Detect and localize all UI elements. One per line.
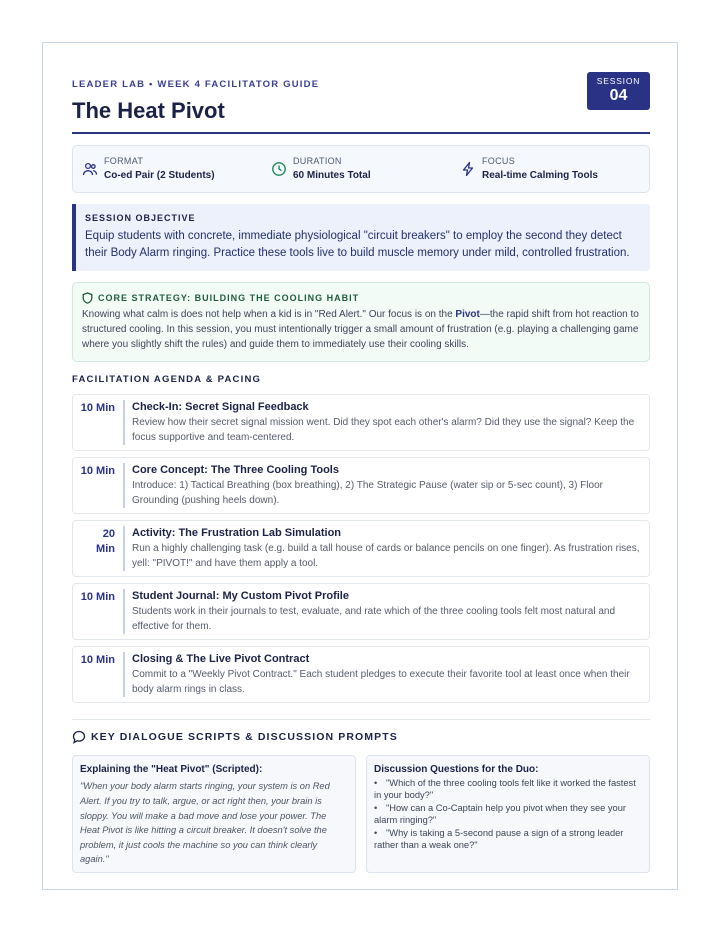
agenda-desc: Run a highly challenging task (e.g. build a tall house of cards or balance pencils on one finger). As frustration rises, yell: "PIVOT!" and have them apply a tool.	[132, 543, 640, 569]
agenda-time: 10 Min	[80, 654, 115, 667]
agenda-body	[123, 526, 641, 571]
script-card	[72, 755, 356, 873]
agenda-row	[72, 457, 650, 514]
list-item: • "Which of the three cooling tools felt like it worked the fastest in your body?"	[374, 778, 636, 800]
agenda-row	[72, 646, 650, 703]
script-heading: Explaining the "Heat Pivot" (Scripted):	[80, 764, 263, 776]
agenda-desc: Commit to a "Weekly Pivot Contract." Each student pledges to execute their favorite tool at least once when their body alarm rings in class.	[132, 669, 630, 695]
agenda-heading: FACILITATION AGENDA & PACING	[72, 374, 262, 386]
agenda-title: Activity: The Frustration Lab Simulation	[132, 527, 342, 540]
objective-text: Equip students with concrete, immediate physiological "circuit breakers" to employ the second they detect their Body Alarm ringing. Practice these tools live to build muscle memory under mild, controlled frustration.	[85, 230, 630, 259]
dialogue-heading: KEY DIALOGUE SCRIPTS & DISCUSSION PROMPTS	[91, 731, 398, 744]
list-item: • "How can a Co-Captain help you pivot when they see your alarm ringing?"	[374, 803, 626, 825]
questions-list	[374, 778, 642, 851]
agenda-body	[123, 463, 641, 508]
strategy-text-before: Knowing what calm is does not help when a kid is in "Red Alert." Our focus is on the	[82, 309, 456, 320]
agenda-time: 10 Min	[80, 465, 115, 478]
page-content	[72, 72, 650, 873]
meta-format-value: Co-ed Pair (2 Students)	[104, 170, 215, 181]
question-text: "Why is taking a 5-second pause a sign of a strong leader rather than a weak one?"	[374, 828, 624, 850]
meta-focus	[460, 156, 598, 181]
meta-format-label: FORMAT	[104, 156, 144, 166]
questions-card	[366, 755, 650, 873]
session-label: SESSION	[596, 76, 641, 86]
core-strategy	[72, 282, 650, 362]
clock-icon	[271, 161, 287, 177]
lightning-icon	[460, 161, 476, 177]
strategy-heading: CORE STRATEGY: BUILDING THE COOLING HABIT	[98, 293, 360, 303]
agenda-body	[123, 400, 641, 445]
question-text: "How can a Co-Captain help you pivot when they see your alarm ringing?"	[374, 803, 626, 825]
agenda-desc: Students work in their journals to test, evaluate, and rate which of the three cooling tools felt most natural and effective for them.	[132, 606, 616, 632]
speech-bubble-icon	[72, 730, 86, 744]
dialogue-heading-row	[72, 730, 650, 744]
agenda-row	[72, 583, 650, 640]
dialogue-columns	[72, 755, 650, 873]
meta-duration-label: DURATION	[293, 156, 342, 166]
meta-format	[82, 156, 215, 181]
meta-duration-value: 60 Minutes Total	[293, 170, 371, 181]
users-icon	[82, 161, 98, 177]
guide-kicker: LEADER LAB • WEEK 4 FACILITATOR GUIDE	[72, 79, 320, 90]
agenda-desc: Review how their secret signal mission went. Did they spot each other's alarm? Did they use the signal? Keep the focus supportive and team-centered.	[132, 417, 635, 443]
agenda-desc: Introduce: 1) Tactical Breathing (box breathing), 2) The Strategic Pause (water sip or 5-sec count), 3) Floor Grounding (pushing heels down).	[132, 480, 603, 506]
agenda-title: Core Concept: The Three Cooling Tools	[132, 464, 339, 477]
agenda-time: 20 Min	[96, 528, 115, 556]
meta-duration	[271, 156, 371, 181]
strategy-highlight: Pivot	[455, 309, 480, 320]
session-objective	[72, 204, 650, 271]
guide-page	[42, 42, 678, 890]
agenda-title: Student Journal: My Custom Pivot Profile	[132, 590, 349, 603]
strategy-text-after: —the rapid shift from hot reaction to structured cooling. In this session, you must intentionally trigger a small amount of frustration (e.g. playing a challenging game where you slightly shift the rules) and guide them to immediately use their cooling skills.	[82, 309, 639, 350]
agenda-title: Closing & The Live Pivot Contract	[132, 653, 310, 666]
objective-heading: SESSION OBJECTIVE	[85, 213, 196, 223]
session-badge	[587, 72, 650, 110]
agenda-row	[72, 394, 650, 451]
meta-focus-label: FOCUS	[482, 156, 515, 166]
meta-focus-value: Real-time Calming Tools	[482, 170, 598, 181]
agenda-body	[123, 652, 641, 697]
question-text: "Which of the three cooling tools felt like it worked the fastest in your body?"	[374, 778, 636, 800]
page-title: The Heat Pivot	[72, 98, 225, 123]
session-meta-bar	[72, 145, 650, 193]
shield-icon	[82, 292, 93, 304]
session-number: 04	[609, 87, 628, 104]
section-divider	[72, 719, 650, 720]
list-item: • "Why is taking a 5-second pause a sign of a strong leader rather than a weak one?"	[374, 828, 624, 850]
agenda-list	[72, 394, 650, 703]
strategy-text	[82, 308, 640, 352]
script-text: "When your body alarm starts ringing, your system is on Red Alert. If you try to talk, argue, or act right then, your brain is sloppy. You will make a bad move and lose your power. The Heat Pivot is like hitting a circuit breaker. It doesn't solve the problem, it just cools the machine so you can think clearly again."	[80, 781, 330, 865]
agenda-title: Check-In: Secret Signal Feedback	[132, 401, 309, 414]
agenda-time: 10 Min	[80, 591, 115, 604]
agenda-time: 10 Min	[80, 402, 115, 415]
title-rule	[72, 132, 650, 134]
agenda-row	[72, 520, 650, 577]
agenda-body	[123, 589, 641, 634]
questions-heading: Discussion Questions for the Duo:	[374, 764, 539, 776]
strategy-heading-row	[82, 292, 640, 304]
